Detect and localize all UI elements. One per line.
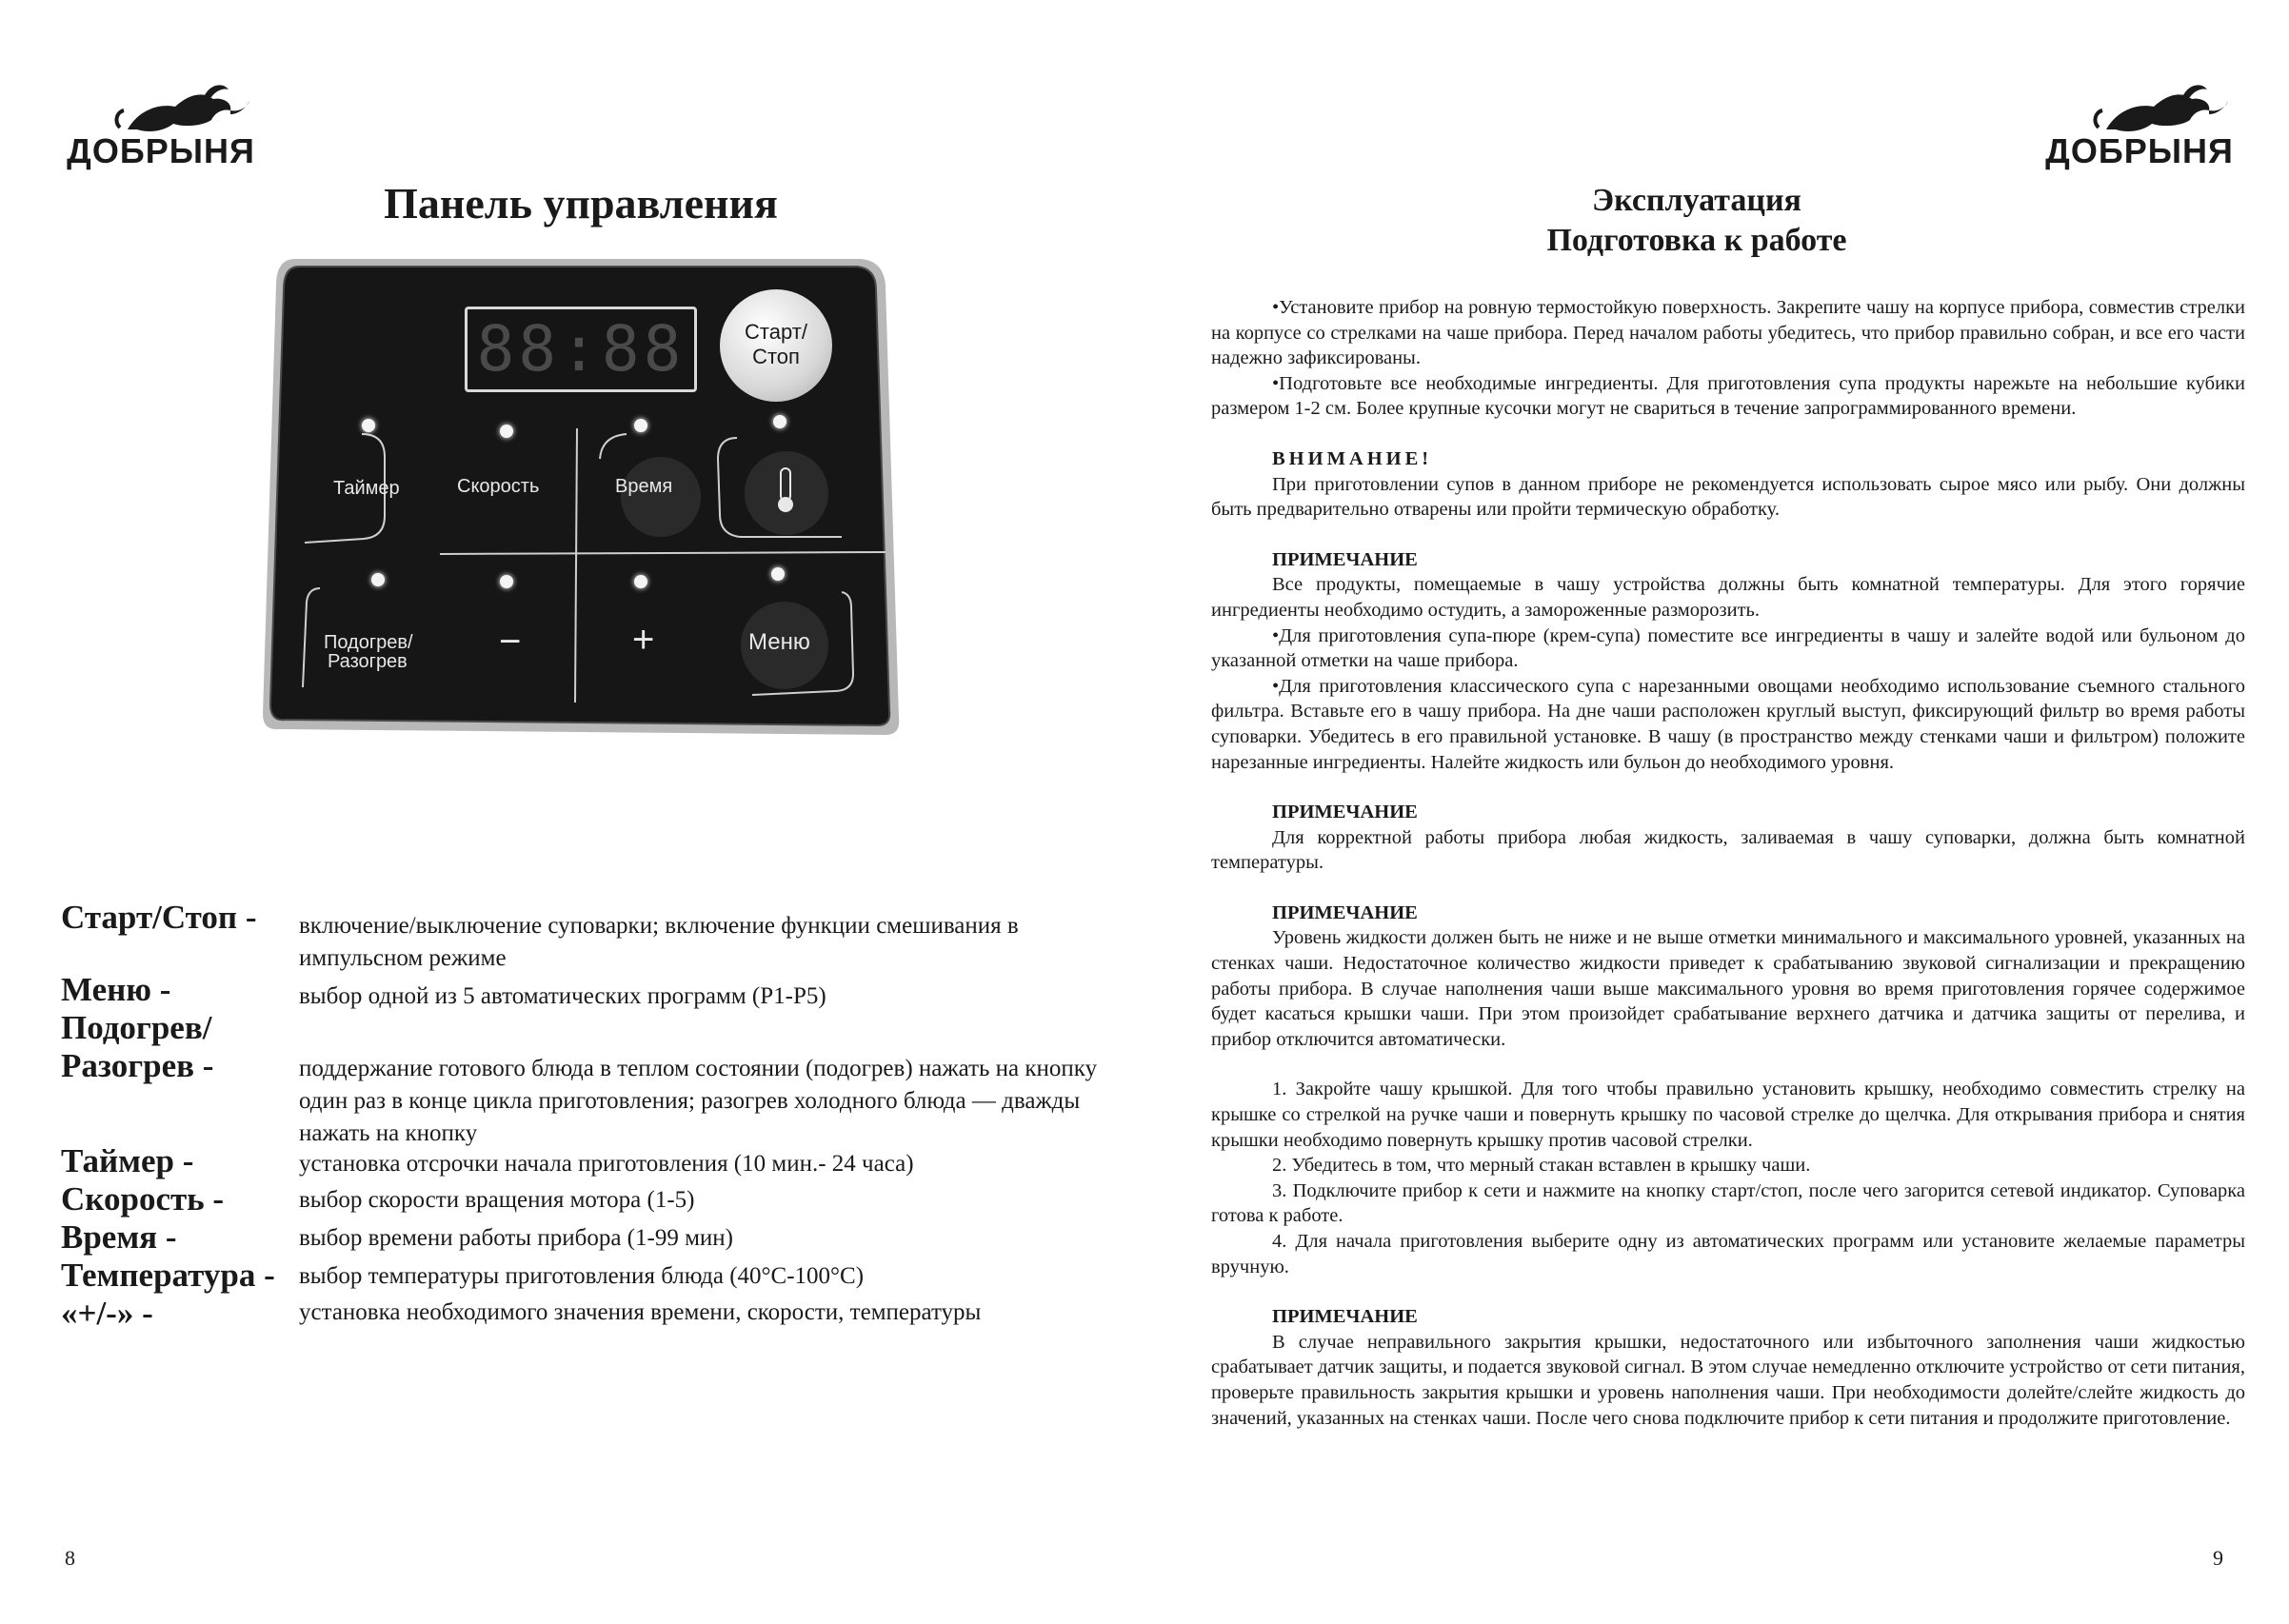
attention-heading: ВНИМАНИЕ! [1272, 447, 1433, 469]
legend-desc: выбор скорости вращения мотора (1-5) [299, 1187, 695, 1213]
legend-term: Меню - [61, 971, 171, 1008]
legend-term: Разогрев - [61, 1047, 214, 1084]
note-heading: ПРИМЕЧАНИЕ [1272, 802, 1418, 823]
menu-led [771, 567, 785, 581]
section-title [1335, 181, 2059, 261]
legend-desc: выбор одной из 5 автоматических программ (Р1-Р5) [299, 983, 826, 1009]
paragraph: •Установите прибор на ровную термостойкую поверхность. Закрепите чашу на корпусе прибора, совместив стрелки на корпусе со стрелками на чаше прибора. Перед началом работы убедитесь, что прибор правильно собран, и все его части надежно зафиксированы. [1211, 297, 2245, 369]
page-number: 8 [65, 1546, 75, 1570]
brand-logo [61, 74, 261, 169]
paragraph: В случае неправильного закрытия крышки, недостаточного или избыточного заполнения чаши жидкостью срабатывает датчик защиты, и подается звуковой сигнал. В этом случае немедленно отключите устройство от сети питания, проверьте правильность закрытия крышки и уровень наполнения чаши. При необходимости долейте/слейте жидкость до значений, указанных на стенках чаши. После чего снова подключите прибор к сети питания и продолжите приготовление. [1211, 1331, 2245, 1429]
step: 3. Подключите прибор к сети и нажмите на кнопку старт/стоп, после чего загорится сетевой индикатор. Суповарка готова к работе. [1211, 1179, 2245, 1227]
left-page [0, 0, 1144, 1624]
brand-name: ДОБРЫНЯ [67, 131, 255, 170]
paragraph: Уровень жидкости должен быть не ниже и не выше отметки минимального и максимального уровней, указанных на стенках чаши. Недостаточное количество жидкости приведет к срабатыванию звуковой сигнализации и прекращению работы прибора. В случае наполнения чаши выше максимального уровня во время приготовления горячее содержимое будет касаться крышки чаши. При этом произойдет срабатывание верхнего датчика и датчика защиты от перелива, и прибор отключится автоматически. [1211, 927, 2245, 1050]
menu-button[interactable]: Меню [748, 629, 810, 655]
note-heading: ПРИМЕЧАНИЕ [1272, 548, 1418, 570]
timer-led [362, 419, 375, 432]
time-button[interactable]: Время [615, 476, 673, 497]
timer-button[interactable]: Таймер [333, 478, 400, 499]
page-number: 9 [2213, 1546, 2223, 1570]
page-title: Панель управления [384, 179, 778, 228]
step: 4. Для начала приготовления выберите одну из автоматических программ или установите желаемые параметры вручную. [1211, 1231, 2245, 1277]
legend-desc: включение/выключение суповарки; включение функции смешивания в импульсном режиме [299, 913, 1019, 971]
spacer [1211, 1052, 2245, 1077]
control-panel-image [257, 248, 905, 739]
temperature-led [773, 415, 786, 428]
time-led [634, 419, 647, 432]
section-title-line1: Эксплуатация [1592, 183, 1801, 218]
speed-button[interactable]: Скорость [457, 476, 540, 497]
reheat-button-line2[interactable]: Разогрев [328, 651, 408, 672]
start-stop-label-2: Стоп [752, 345, 800, 368]
legend-term: Подогрев/ [61, 1009, 212, 1046]
reheat-button-line1[interactable]: Подогрев/ [324, 632, 413, 653]
brand-name: ДОБРЫНЯ [2045, 131, 2234, 170]
start-stop-button[interactable] [720, 289, 832, 402]
section-title-line2: Подготовка к работе [1546, 223, 1847, 258]
legend-term: Скорость - [61, 1180, 225, 1218]
time-display: 88:88 [465, 307, 697, 392]
instructions-body [1211, 295, 2245, 1431]
plus-button[interactable]: + [632, 619, 655, 661]
paragraph: •Для приготовления супа-пюре (крем-супа) поместите все ингредиенты в чашу и залейте водой или бульоном до указанной отметки на чаше прибора. [1211, 624, 2245, 672]
paragraph: При приготовлении супов в данном приборе не рекомендуется использовать сырое мясо или рыбу. Они должны быть предварительно отварены или пройти термическую обработку. [1211, 473, 2245, 521]
legend-desc: установка отсрочки начала приготовления (10 мин.- 24 часа) [299, 1151, 914, 1177]
start-stop-label-1: Старт/ [745, 320, 807, 344]
reheat-led [371, 573, 385, 586]
step: 1. Закройте чашу крышкой. Для того чтобы правильно установить крышку, необходимо совместить стрелку на крышке со стрелкой на ручке чаши и повернуть крышку по часовой стрелке до щелчка. Для открывания прибора и снятия крышки необходимо повернуть крышку против часовой стрелки. [1211, 1079, 2245, 1151]
paragraph: •Для приготовления классического супа с нарезанными овощами необходимо использование съемного стального фильтра. Вставьте его в чашу прибора. На дне чаши расположен круглый выступ, фиксирующий фильтр во время работы суповарки. Убедитесь в его правильной установке. В чашу (в пространство между стенками чаши и фильтром) положите нарезанные ингредиенты. Налейте жидкость или бульон до необходимого уровня. [1211, 675, 2245, 773]
paragraph: •Подготовьте все необходимые ингредиенты. Для приготовления супа продукты нарежьте на небольшие кубики размером 1-2 см. Более крупные кусочки могут не свариться в течение запрограммированного времени. [1211, 372, 2245, 420]
brand-logo [2040, 74, 2239, 169]
legend-term: Старт/Стоп - [61, 899, 257, 936]
minus-led [500, 575, 513, 588]
paragraph: Все продукты, помещаемые в чашу устройства должны быть комнатной температуры. Для этого горячие ингредиенты необходимо остудить, а замороженные разморозить. [1211, 574, 2245, 621]
note-heading: ПРИМЕЧАНИЕ [1272, 901, 1418, 923]
right-page [1144, 0, 2289, 1624]
legend-desc: выбор температуры приготовления блюда (40°С-100°С) [299, 1263, 865, 1289]
legend-term: Температура - [61, 1257, 275, 1294]
minus-button[interactable]: − [499, 621, 522, 663]
paragraph: Для корректной работы прибора любая жидкость, заливаемая в чашу суповарки, должна быть комнатной температуры. [1211, 826, 2245, 874]
legend-term: Время - [61, 1218, 177, 1256]
legend-term: «+/-» - [61, 1295, 153, 1332]
note-heading: ПРИМЕЧАНИЕ [1272, 1306, 1418, 1328]
legend-desc: установка необходимого значения времени, скорости, температуры [299, 1299, 982, 1325]
step: 2. Убедитесь в том, что мерный стакан вставлен в крышку чаши. [1272, 1155, 1811, 1177]
legend-term: Таймер - [61, 1142, 194, 1179]
legend-desc: выбор времени работы прибора (1-99 мин) [299, 1225, 733, 1251]
legend-desc: поддержание готового блюда в теплом состоянии (подогрев) нажать на кнопку один раз в конце цикла приготовления; разогрев холодного блюда — дважды нажать на кнопку [299, 1056, 1098, 1146]
speed-led [500, 425, 513, 438]
plus-led [634, 575, 647, 588]
